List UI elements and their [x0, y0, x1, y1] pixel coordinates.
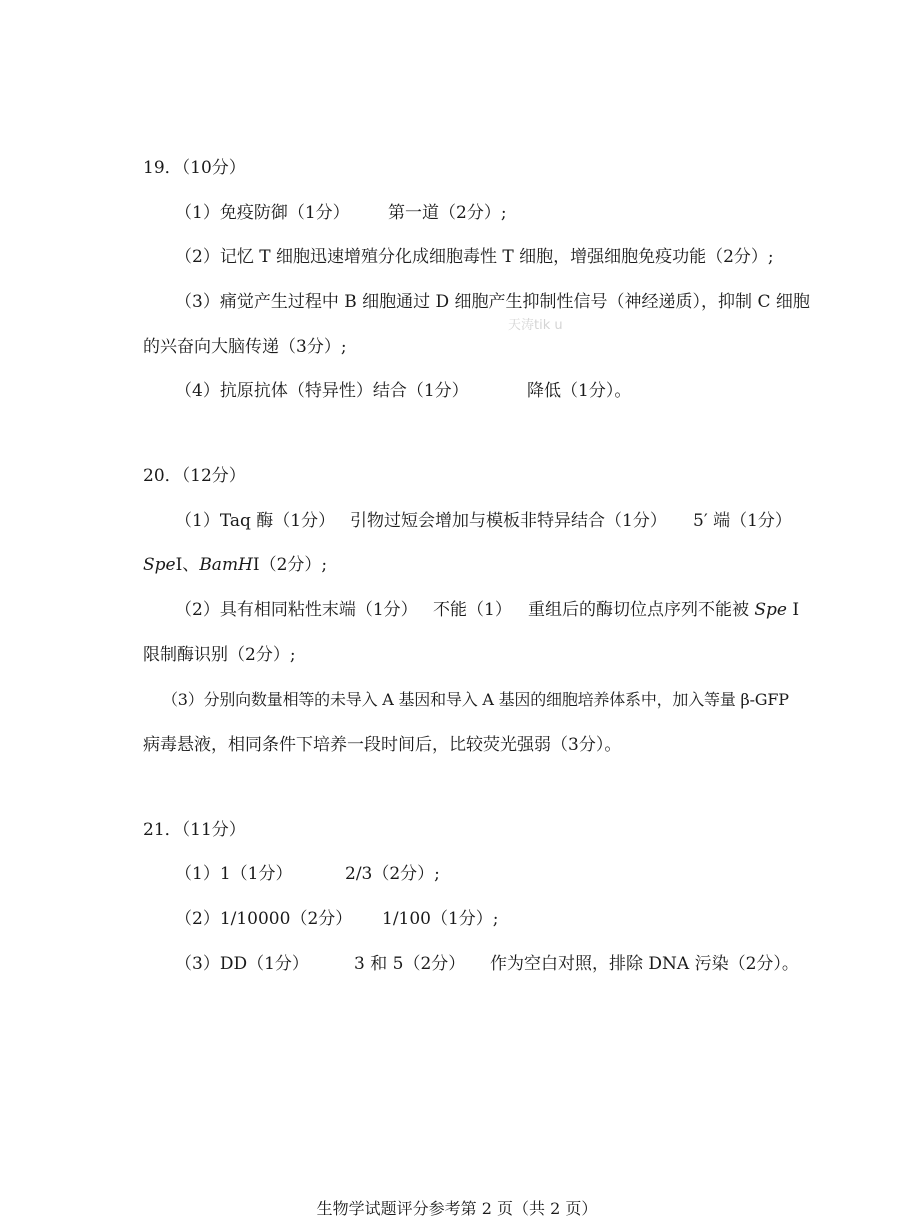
q20-answer-1b: 引物过短会增加与模板非特异结合（1分） [350, 511, 667, 531]
q21-answer-3c: 作为空白对照，排除 DNA 污染（2分）。 [490, 954, 799, 974]
q20-answer-2c-text: 重组后的酶切位点序列不能被 [528, 600, 749, 620]
q20-answer-1a: （1）Taq 酶（1分） [175, 511, 336, 531]
q19-answer-4a: （4）抗原抗体（特异性）结合（1分） [175, 381, 469, 401]
q20-header: 20．（12分） [143, 466, 246, 486]
enzyme-bamh: BamH [199, 555, 253, 575]
q21-answer-2a: （2）1/10000（2分） [175, 909, 353, 929]
q19-answer-2: （2）记忆 T 细胞迅速增殖分化成细胞毒性 T 细胞，增强细胞免疫功能（2分）; [175, 247, 774, 267]
q20-answer-2d: 限制酶识别（2分）; [143, 645, 296, 665]
q19-answer-1b: 第一道（2分）; [388, 203, 507, 223]
q20-answer-1c: 5′ 端（1分） [693, 511, 792, 531]
enzyme-spe-2: Spe [754, 600, 787, 620]
q19-answer-3: （3）痛觉产生过程中 B 细胞通过 D 细胞产生抑制性信号（神经递质），抑制 C 细胞 [175, 292, 810, 312]
enzyme-spe: Spe [143, 555, 176, 575]
enzyme-sep: Ⅰ、 [175, 555, 200, 575]
q19-answer-3-cont: 的兴奋向大脑传递（3分）; [143, 337, 347, 357]
q20-answer-3-cont: 病毒悬液，相同条件下培养一段时间后，比较荧光强弱（3分）。 [143, 735, 622, 755]
q19-header: 19．（10分） [143, 158, 246, 178]
q20-answer-2c [528, 599, 799, 621]
q21-answer-1b: 2/3（2分）; [345, 864, 440, 884]
q20-answer-3: （3）分别向数量相等的未导入 A 基因和导入 A 基因的细胞培养体系中，加入等量 β-GFP [162, 690, 789, 709]
q21-answer-2b: 1/100（1分）; [382, 909, 499, 929]
q21-answer-1a: （1）1（1分） [175, 864, 293, 884]
q20-answer-1d [143, 554, 327, 576]
q19-answer-4b: 降低（1分）。 [527, 381, 632, 401]
enzyme-spe-2-roman: Ⅰ [792, 600, 800, 620]
q19-answer-1a: （1）免疫防御（1分） [175, 203, 350, 223]
q21-header: 21．（11分） [143, 820, 246, 840]
q21-answer-3a: （3）DD（1分） [175, 954, 309, 974]
watermark: 天涛tik u [508, 318, 563, 333]
q20-answer-2a: （2）具有相同粘性末端（1分） [175, 600, 418, 620]
q20-answer-1d-end: Ⅰ（2分）; [252, 555, 328, 575]
q20-answer-2b: 不能（1） [433, 600, 512, 620]
page-footer: 生物学试题评分参考第 2 页（共 2 页） [316, 1199, 598, 1218]
q21-answer-3b: 3 和 5（2分） [354, 954, 466, 974]
